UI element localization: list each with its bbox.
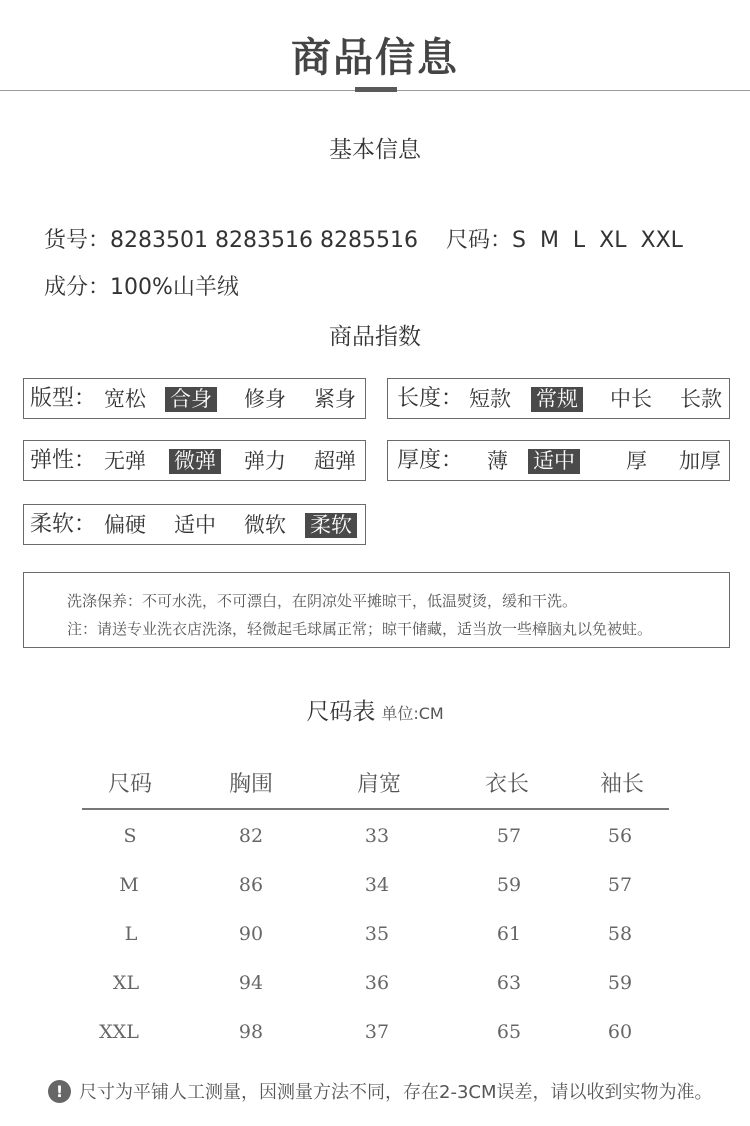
table-cell-length: 57 bbox=[496, 825, 522, 847]
table-cell-shoulder: 36 bbox=[364, 972, 390, 994]
composition-label: 成分： bbox=[44, 275, 111, 300]
option-extra-thick: 加厚 bbox=[679, 449, 721, 473]
option-no-stretch: 无弹 bbox=[104, 449, 146, 473]
table-cell-length: 61 bbox=[496, 923, 522, 945]
option-thin: 薄 bbox=[487, 449, 508, 473]
attribute-fit bbox=[23, 378, 366, 419]
table-cell-size: XXL bbox=[99, 1021, 139, 1043]
option-slight-stretch-selected: 微弹 bbox=[169, 449, 221, 474]
table-cell-size: S bbox=[123, 825, 137, 847]
table-cell-sleeve: 59 bbox=[607, 972, 633, 994]
item-number-value: 8283501 8283516 8285516 bbox=[110, 228, 418, 253]
table-cell-chest: 90 bbox=[238, 923, 264, 945]
table-cell-size: M bbox=[119, 874, 139, 896]
care-instructions: 洗涤保养：不可水洗，不可漂白，在阴凉处平摊晾干，低温熨烫，缓和干洗。 bbox=[67, 592, 578, 610]
attribute-label: 厚度： bbox=[397, 448, 464, 473]
item-number-label: 货号： bbox=[44, 228, 111, 253]
table-header-divider bbox=[82, 808, 669, 810]
option-slim: 修身 bbox=[244, 387, 286, 411]
size-value: S M L XL XXL bbox=[512, 228, 683, 253]
option-loose: 宽松 bbox=[104, 387, 146, 411]
option-mid-length: 中长 bbox=[610, 387, 652, 411]
option-regular-fit-selected: 合身 bbox=[165, 387, 217, 412]
measurement-note bbox=[48, 1078, 713, 1104]
option-soft-selected: 柔软 bbox=[305, 513, 357, 538]
table-header-shoulder: 肩宽 bbox=[356, 772, 401, 797]
option-short: 短款 bbox=[469, 387, 511, 411]
table-cell-sleeve: 60 bbox=[607, 1021, 633, 1043]
table-cell-shoulder: 37 bbox=[364, 1021, 390, 1043]
size-table-unit: 单位:CM bbox=[381, 704, 444, 723]
exclamation-icon: ! bbox=[48, 1080, 71, 1103]
table-cell-size: XL bbox=[112, 972, 140, 994]
table-header-chest: 胸围 bbox=[228, 772, 273, 797]
basic-info-heading: 基本信息 bbox=[329, 137, 421, 163]
size-table-title: 尺码表 bbox=[306, 699, 376, 725]
option-medium-selected: 适中 bbox=[528, 449, 580, 474]
table-header-size: 尺码 bbox=[107, 772, 152, 797]
table-header-sleeve: 袖长 bbox=[599, 772, 644, 797]
table-cell-sleeve: 57 bbox=[607, 874, 633, 896]
attribute-label: 弹性： bbox=[30, 448, 97, 473]
option-super-stretch: 超弹 bbox=[314, 449, 356, 473]
care-instructions-box bbox=[23, 572, 730, 648]
table-cell-chest: 82 bbox=[238, 825, 264, 847]
option-thick: 厚 bbox=[626, 449, 647, 473]
option-stiff: 偏硬 bbox=[104, 513, 146, 537]
composition-row bbox=[30, 245, 239, 301]
product-index-heading: 商品指数 bbox=[329, 324, 421, 350]
table-cell-sleeve: 58 bbox=[607, 923, 633, 945]
option-stretch: 弹力 bbox=[244, 449, 286, 473]
option-long: 长款 bbox=[680, 387, 722, 411]
attribute-length bbox=[387, 378, 730, 419]
table-cell-length: 59 bbox=[496, 874, 522, 896]
option-tight: 紧身 bbox=[314, 387, 356, 411]
table-header-length: 衣长 bbox=[484, 772, 529, 797]
measurement-note-text: 尺寸为平铺人工测量，因测量方法不同，存在2-3CM误差，请以收到实物为准。 bbox=[79, 1082, 713, 1103]
table-cell-length: 65 bbox=[496, 1021, 522, 1043]
size-label: 尺码： bbox=[446, 228, 513, 253]
page-title: 商品信息 bbox=[291, 35, 459, 81]
attribute-label: 版型： bbox=[30, 386, 97, 411]
size-row bbox=[432, 198, 683, 254]
table-cell-chest: 98 bbox=[238, 1021, 264, 1043]
attribute-label: 长度： bbox=[397, 386, 464, 411]
option-regular-length-selected: 常规 bbox=[531, 387, 583, 412]
table-cell-size: L bbox=[124, 923, 138, 945]
table-cell-chest: 86 bbox=[238, 874, 264, 896]
table-cell-shoulder: 35 bbox=[364, 923, 390, 945]
attribute-softness bbox=[23, 504, 366, 545]
composition-value: 100%山羊绒 bbox=[110, 275, 239, 300]
table-cell-sleeve: 56 bbox=[607, 825, 633, 847]
table-cell-length: 63 bbox=[496, 972, 522, 994]
attribute-label: 柔软： bbox=[30, 512, 97, 537]
care-note: 注：请送专业洗衣店洗涤，轻微起毛球属正常；晾干储藏，适当放一些樟脑丸以免被蛀。 bbox=[67, 620, 653, 638]
table-cell-chest: 94 bbox=[238, 972, 264, 994]
size-table-title-row bbox=[0, 693, 750, 726]
option-moderate: 适中 bbox=[174, 513, 216, 537]
table-cell-shoulder: 34 bbox=[364, 874, 390, 896]
table-cell-shoulder: 33 bbox=[364, 825, 390, 847]
title-accent-bar bbox=[355, 87, 397, 92]
option-slightly-soft: 微软 bbox=[244, 513, 286, 537]
attribute-elasticity bbox=[23, 440, 366, 481]
attribute-thickness bbox=[387, 440, 730, 481]
